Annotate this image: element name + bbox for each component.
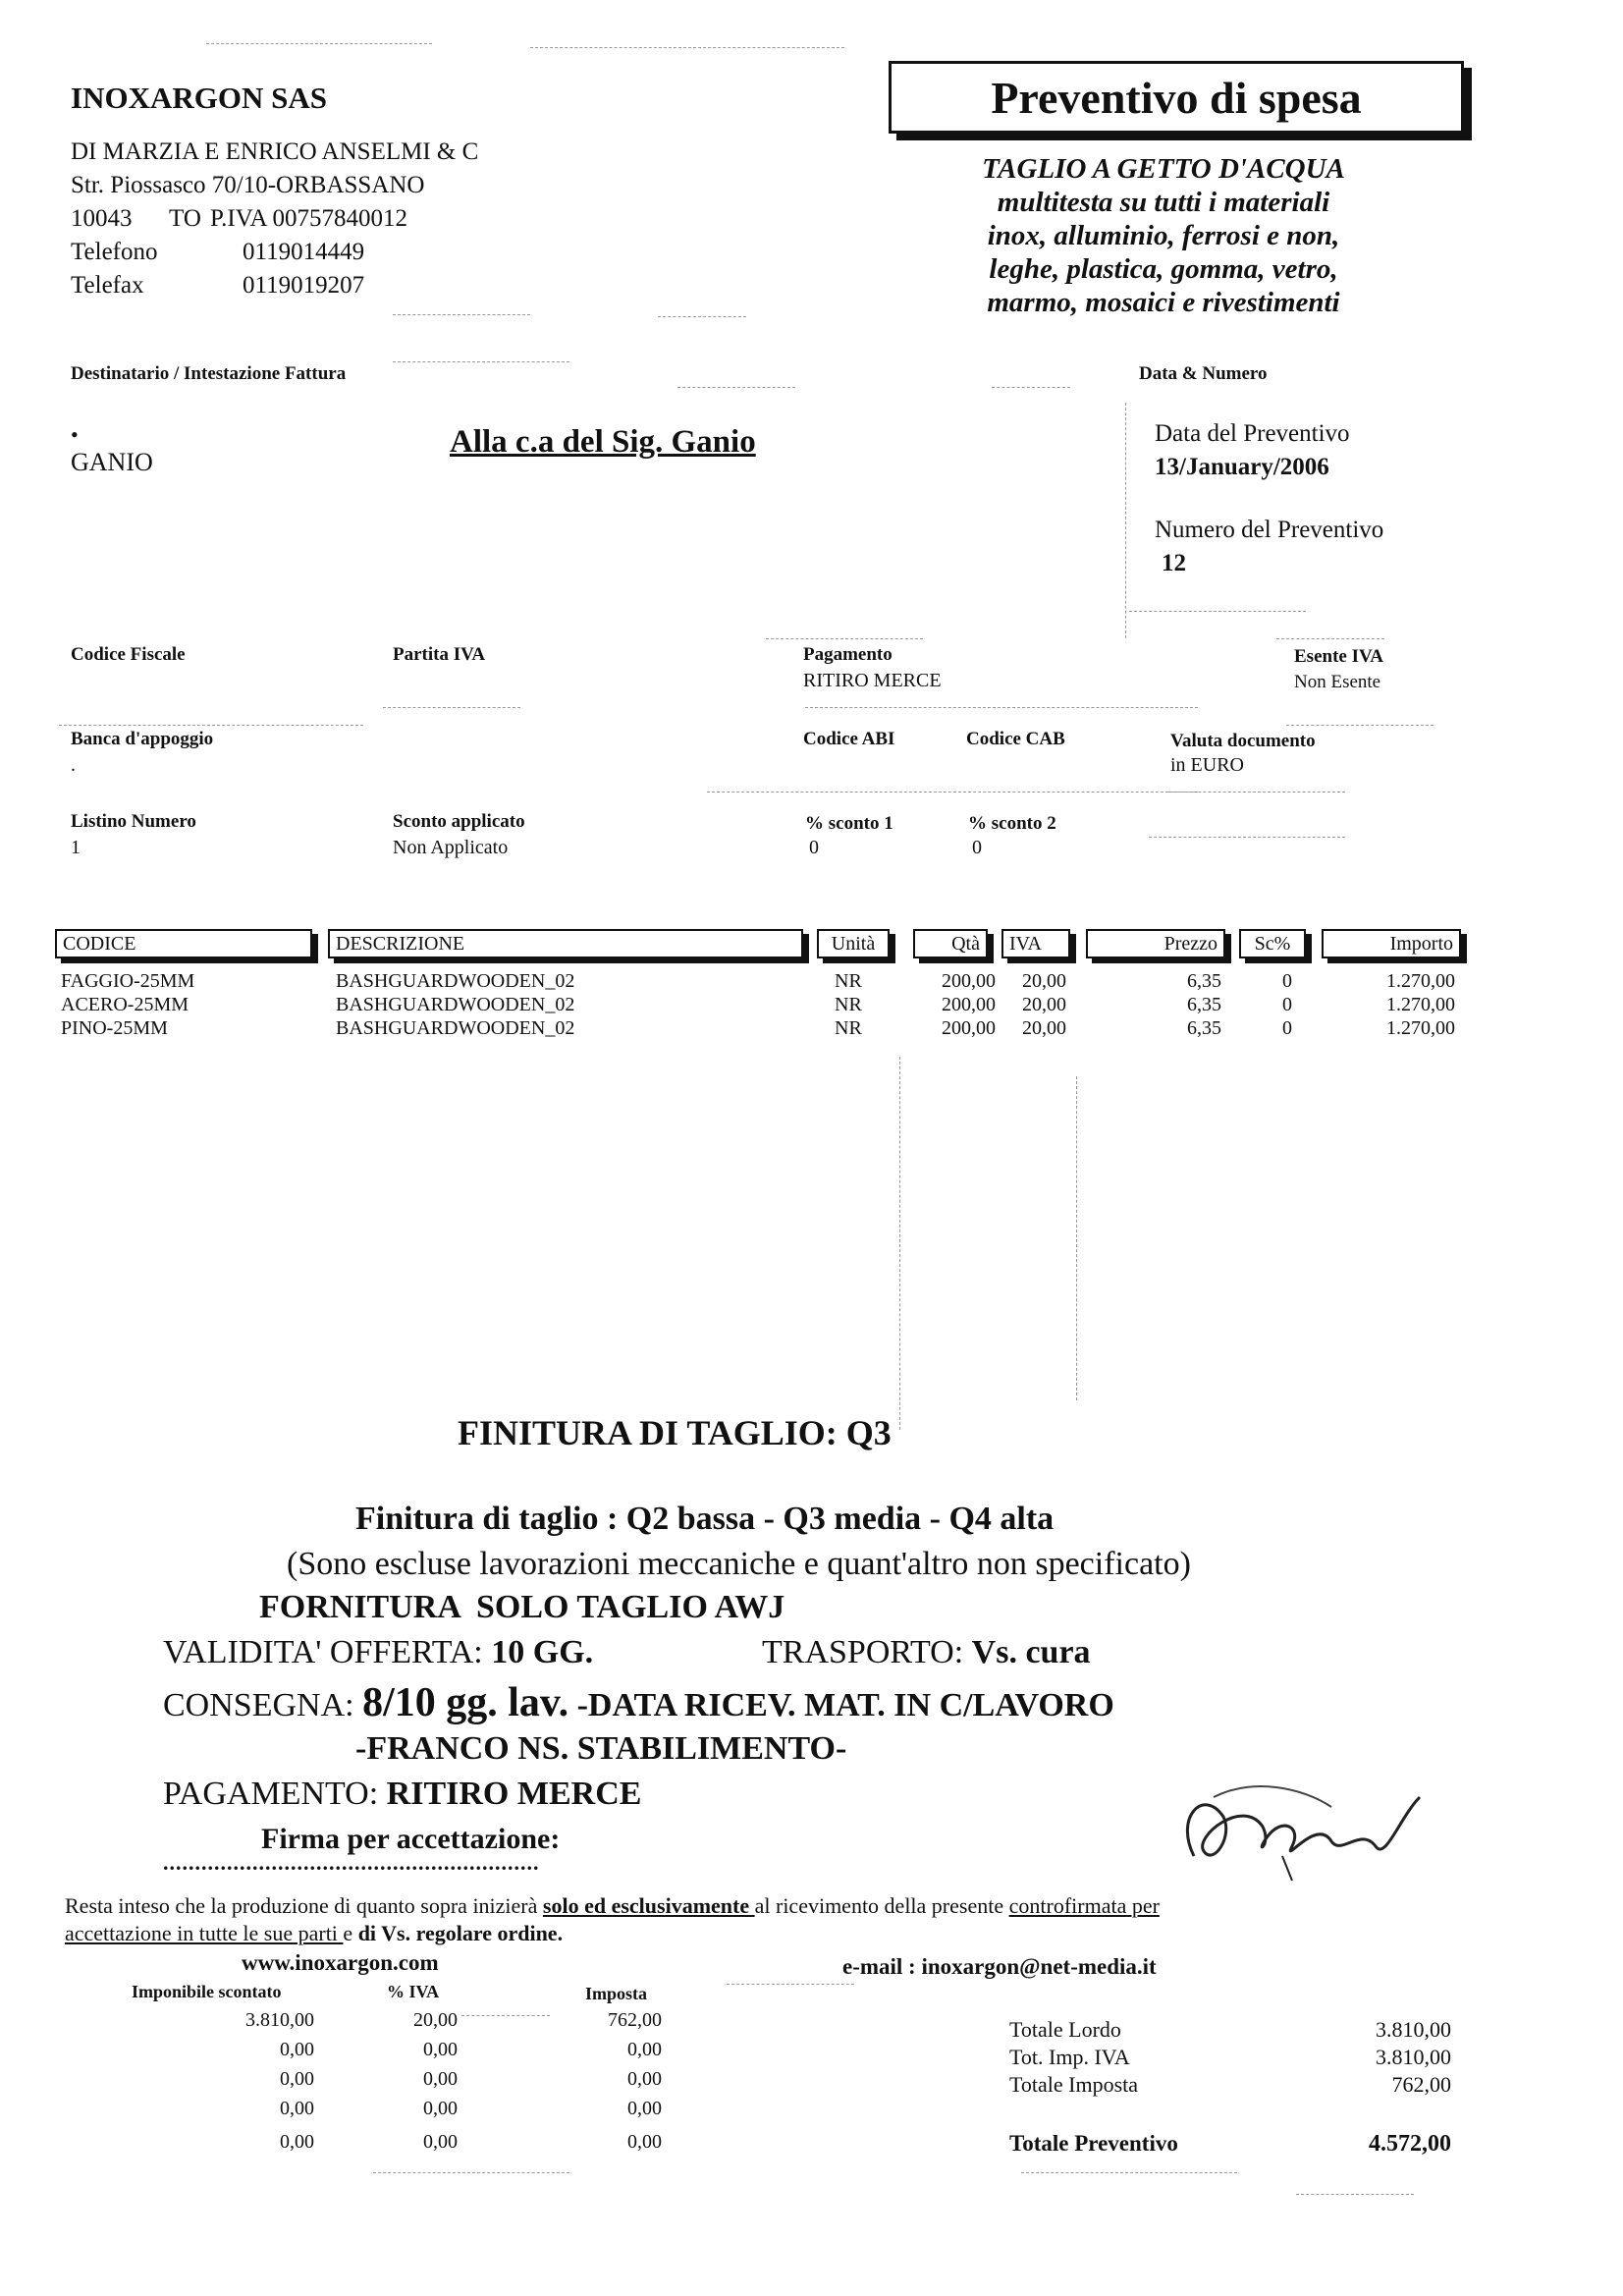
esente-label: Esente IVA [1294,646,1383,667]
divider [658,316,746,317]
recipient-attention: Alla c.a del Sig. Ganio [450,424,756,460]
footer-underline: controfirmata [1008,1893,1127,1918]
finitura-scale: Finitura di taglio : Q2 bassa - Q3 media - Q4 alta [355,1501,1055,1537]
pagamento-terms-value: RITIRO MERCE [386,1776,642,1812]
footer-emphasis: solo ed esclusivamente [542,1893,755,1918]
tagline-line: leghe, plastica, gomma, vetro, [989,253,1338,285]
col-header-importo: Importo [1322,929,1461,958]
abi-label: Codice ABI [803,729,895,749]
divider [383,707,520,708]
recipient-name: GANIO [71,448,153,476]
date-number-label: Data & Numero [1139,363,1268,384]
consegna-rest: -DATA RICEV. MAT. IN C/LAVORO [576,1687,1114,1723]
vat-header-iva: % IVA [387,1982,440,2001]
divider [992,387,1070,388]
cell-sc: 0 [1282,994,1292,1015]
column-guide [1125,403,1126,638]
listino-value: 1 [71,837,81,858]
cell-unita: NR [835,1017,862,1039]
divider [530,47,844,48]
date-label: Data del Preventivo [1155,420,1350,447]
number-value: 12 [1162,550,1186,576]
banca-label: Banca d'appoggio [71,729,214,749]
sconto-label: Sconto applicato [393,811,525,832]
consegna-label: CONSEGNA: [163,1687,354,1723]
company-fax-row [71,269,478,302]
company-address-block [71,136,478,302]
company-prov: TO [169,205,201,232]
cab-label: Codice CAB [966,729,1065,749]
footer-text: e [343,1921,358,1945]
cell-iva: 20,00 [1022,970,1066,992]
col-header-unita: Unità [817,929,890,958]
cell-importo: 1.270,00 [1386,970,1455,992]
divider [1286,725,1434,726]
divider [707,792,1198,793]
website-link[interactable]: www.inoxargon.com [242,1950,439,1975]
pagamento-label: Pagamento [803,644,893,665]
cell-importo: 1.270,00 [1386,1017,1455,1039]
column-guide [899,1057,900,1430]
vat-imposta: 0,00 [627,2098,662,2119]
vat-imposta: 0,00 [627,2039,662,2060]
cell-unita: NR [835,994,862,1015]
divider [805,707,1198,708]
totale-imposta-label: Totale Imposta [1009,2072,1139,2097]
trasporto-value: Vs. cura [971,1634,1091,1670]
divider [1296,2194,1414,2195]
cell-iva: 20,00 [1022,994,1066,1015]
vat-imposta: 0,00 [627,2068,662,2090]
fax-value: 0119019207 [243,272,365,299]
esente-value: Non Esente [1294,672,1381,692]
consegna-row [163,1679,1114,1726]
cell-prezzo: 6,35 [1187,970,1221,992]
divider [59,725,363,726]
franco-note: -FRANCO NS. STABILIMENTO- [355,1730,847,1767]
date-value: 13/January/2006 [1155,454,1329,480]
cell-codice: ACERO-25MM [61,994,189,1015]
vat-imponibile: 0,00 [280,2131,314,2153]
totale-preventivo-value: 4.572,00 [1369,2131,1451,2157]
divider [373,2172,569,2173]
vat-imposta: 0,00 [627,2131,662,2153]
validita-value: 10 GG. [491,1634,594,1670]
recipient-dot: • [71,422,79,447]
valuta-label: Valuta documento [1170,731,1316,751]
footer-line-1 [65,1893,1160,1919]
phone-label: Telefono [71,239,158,265]
phone-value: 0119014449 [243,239,365,265]
divider [766,638,923,639]
valuta-value: in EURO [1170,754,1244,776]
divider [206,43,432,44]
partita-iva-label: Partita IVA [393,644,486,665]
company-line-2: Str. Piossasco 70/10-ORBASSANO [71,172,425,198]
vat-iva: 0,00 [423,2131,458,2153]
divider [1149,837,1345,838]
vat-iva: 0,00 [423,2098,458,2119]
footer-underline: accettazione in tutte le sue parti [65,1921,344,1945]
company-cap-row [71,202,478,236]
col-header-iva: IVA [1001,929,1070,958]
cell-iva: 20,00 [1022,1017,1066,1039]
pagamento-row [163,1776,641,1813]
tagline-line: inox, alluminio, ferrosi e non, [987,220,1340,251]
escluse-note: (Sono escluse lavorazioni meccaniche e quant'altro non specificato) [287,1546,1191,1582]
signature-image [1135,1758,1459,1886]
sconto1-value: 0 [809,837,819,858]
vat-iva: 0,00 [423,2039,458,2060]
sconto1-label: % sconto 1 [805,813,893,834]
col-header-codice: CODICE [55,929,312,958]
cell-qta: 200,00 [942,994,996,1015]
validita-label: VALIDITA' OFFERTA: [163,1634,483,1670]
validita-row [163,1634,593,1671]
company-piva: P.IVA 00757840012 [210,205,407,232]
footer-text: al ricevimento della presente [754,1893,1009,1918]
trasporto-label: TRASPORTO: [762,1634,964,1670]
fornitura-note: FORNITURA SOLO TAGLIO AWJ [259,1589,785,1625]
vat-imponibile: 3.810,00 [245,2009,314,2031]
col-header-descrizione: DESCRIZIONE [328,929,803,958]
col-header-qta: Qtà [913,929,988,958]
column-guide [1076,1076,1077,1400]
codice-fiscale-label: Codice Fiscale [71,644,186,665]
cell-descrizione: BASHGUARDWOODEN_02 [336,1017,575,1039]
email-link[interactable]: e-mail : inoxargon@net-media.it [842,1954,1157,1979]
banca-value: . [71,754,76,776]
divider [1021,2172,1237,2173]
tagline-line: TAGLIO A GETTO D'ACQUA [982,153,1345,185]
tot-imp-iva-value: 3.810,00 [1376,2045,1451,2069]
cell-codice: FAGGIO-25MM [61,970,195,992]
company-line-1: DI MARZIA E ENRICO ANSELMI & C [71,138,479,165]
pagamento-value: RITIRO MERCE [803,670,942,691]
divider [393,314,530,315]
cell-sc: 0 [1282,1017,1292,1039]
tot-imp-iva-label: Tot. Imp. IVA [1009,2045,1130,2069]
divider [1276,638,1384,639]
cell-qta: 200,00 [942,1017,996,1039]
col-header-sc: Sc% [1239,929,1306,958]
divider [393,361,569,362]
totale-imposta-value: 762,00 [1391,2072,1451,2097]
recipient-label: Destinatario / Intestazione Fattura [71,363,347,384]
divider [677,387,795,388]
vat-header-imponibile: Imponibile scontato [132,1982,282,2001]
signature-line: ........................................................... [163,1850,540,1875]
totale-preventivo-label: Totale Preventivo [1009,2131,1178,2156]
tagline-line: multitesta su tutti i materiali [997,187,1330,218]
cell-prezzo: 6,35 [1187,994,1221,1015]
vat-imponibile: 0,00 [280,2098,314,2119]
company-cap: 10043 [71,205,133,232]
vat-header-imposta: Imposta [585,1984,648,2003]
firma-label: Firma per accettazione: [261,1823,561,1855]
document-title: Preventivo di spesa [889,61,1464,134]
vat-iva: 20,00 [413,2009,458,2031]
sconto2-label: % sconto 2 [968,813,1056,834]
fax-label: Telefax [71,272,144,299]
listino-label: Listino Numero [71,811,196,832]
totale-lordo-label: Totale Lordo [1009,2017,1121,2042]
consegna-value: 8/10 gg. lav. [362,1680,569,1725]
vat-imponibile: 0,00 [280,2039,314,2060]
col-header-prezzo: Prezzo [1086,929,1225,958]
tagline [884,152,1443,319]
cell-codice: PINO-25MM [61,1017,168,1039]
company-name: INOXARGON SAS [71,81,327,115]
company-phone-row [71,236,478,269]
pagamento-terms-label: PAGAMENTO: [163,1776,379,1812]
divider [1129,611,1306,612]
cell-descrizione: BASHGUARDWOODEN_02 [336,970,575,992]
footer-line-2 [65,1921,563,1946]
cell-descrizione: BASHGUARDWOODEN_02 [336,994,575,1015]
totale-lordo-value: 3.810,00 [1376,2017,1451,2042]
vat-imponibile: 0,00 [280,2068,314,2090]
finitura-heading: FINITURA DI TAGLIO: Q3 [458,1413,892,1452]
footer-underline: per [1126,1893,1160,1918]
cell-prezzo: 6,35 [1187,1017,1221,1039]
cell-importo: 1.270,00 [1386,994,1455,1015]
number-label: Numero del Preventivo [1155,517,1384,543]
vat-iva: 0,00 [423,2068,458,2090]
vat-imposta: 762,00 [608,2009,662,2031]
trasporto-row [762,1634,1091,1671]
cell-unita: NR [835,970,862,992]
footer-text: Resta inteso che la produzione di quanto sopra inizierà [65,1893,543,1918]
footer-emphasis: di Vs. regolare ordine. [357,1921,564,1945]
cell-qta: 200,00 [942,970,996,992]
divider [1168,792,1345,793]
divider [727,1984,854,1985]
sconto-value: Non Applicato [393,837,509,858]
cell-sc: 0 [1282,970,1292,992]
sconto2-value: 0 [972,837,982,858]
tagline-line: marmo, mosaici e rivestimenti [987,287,1340,318]
